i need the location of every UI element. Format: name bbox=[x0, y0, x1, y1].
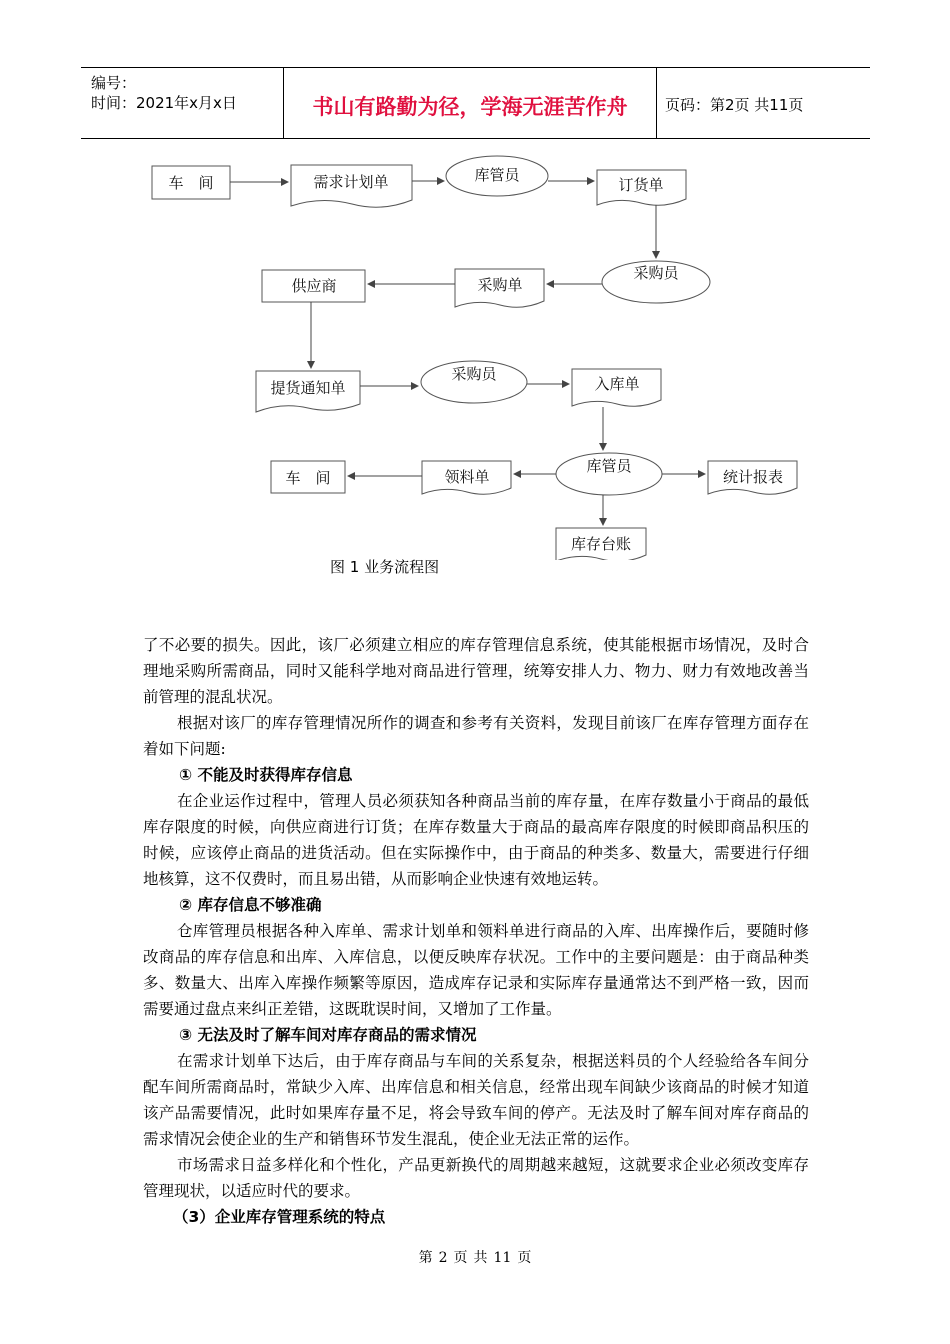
body-text bbox=[143, 632, 809, 1230]
section-heading: ② 库存信息不够准确 bbox=[179, 896, 322, 914]
paragraph: 仓库管理员根据各种入库单、需求计划单和领料单进行商品的入库、出库操作后，要随时修改商品的库存信息和出库、入库信息，以便反映库存状况。工作中的主要问题是：由于商品种类多、数量大、出库入库操作频繁等原因，造成库存记录和实际库存量通常达不到严格一致，因而需要通过盘点来纠正差错，这既耽误时间，又增加了工作量。 bbox=[143, 922, 809, 1018]
label-inbound: 入库单 bbox=[594, 375, 640, 393]
section-heading: ③ 无法及时了解车间对库存商品的需求情况 bbox=[179, 1026, 477, 1044]
business-flowchart bbox=[0, 140, 950, 560]
page-header bbox=[81, 67, 870, 139]
label-report: 统计报表 bbox=[722, 468, 784, 486]
section-heading: （3）企业库存管理系统的特点 bbox=[173, 1208, 386, 1226]
paragraph: 市场需求日益多样化和个性化，产品更新换代的周期越来越短，这就要求企业必须改变库存管理现状，以适应时代的要求。 bbox=[143, 1156, 809, 1200]
label-buyer-1: 采购员 bbox=[633, 264, 679, 282]
label-demand-plan: 需求计划单 bbox=[313, 173, 389, 191]
footer-gong: 共 bbox=[473, 1250, 488, 1266]
label-workshop-1: 车 间 bbox=[168, 174, 214, 192]
header-motto: 书山有路勤为径，学海无涯苦作舟 bbox=[312, 95, 628, 119]
label-order: 订货单 bbox=[618, 176, 664, 194]
label-keeper-2: 库管员 bbox=[586, 457, 632, 475]
label-purchase-order: 采购单 bbox=[477, 276, 523, 294]
label-workshop-2: 车 间 bbox=[285, 469, 331, 487]
label-supplier: 供应商 bbox=[291, 277, 337, 295]
header-motto-cell bbox=[283, 68, 657, 138]
footer-total-pages: 11 bbox=[493, 1250, 512, 1266]
section-heading: ① 不能及时获得库存信息 bbox=[179, 766, 353, 784]
footer-page-number: 2 bbox=[438, 1250, 448, 1266]
paragraph: 根据对该厂的库存管理情况所作的调查和参考有关资料，发现目前该厂在库存管理方面存在着如下问题: bbox=[143, 714, 809, 758]
footer-ye2: 页 bbox=[517, 1250, 532, 1266]
doc-date: 时间：2021年x月x日 bbox=[91, 94, 237, 112]
header-page-cell bbox=[656, 68, 870, 138]
page-footer bbox=[0, 1247, 950, 1267]
header-page-info: 页码：第2页 共11页 bbox=[665, 96, 804, 114]
label-ledger: 库存台账 bbox=[570, 535, 632, 553]
paragraph: 在需求计划单下达后，由于库存商品与车间的关系复杂，根据送料员的个人经验给各车间分配车间所需商品时，常缺少入库、出库信息和相关信息，经常出现车间缺少该商品的时候才知道该产品需要情况，此时如果库存量不足，将会导致车间的停产。无法及时了解车间对库存商品的需求情况会使企业的生产和销售环节发生混乱，使企业无法正常的运作。 bbox=[143, 1052, 809, 1148]
label-buyer-2: 采购员 bbox=[451, 365, 497, 383]
label-keeper-1: 库管员 bbox=[474, 166, 520, 184]
label-requisition: 领料单 bbox=[444, 468, 490, 486]
doc-number-label: 编号： bbox=[91, 74, 137, 92]
paragraph: 了不必要的损失。因此，该厂必须建立相应的库存管理信息系统，使其能根据市场情况，及时合理地采购所需商品，同时又能科学地对商品进行管理，统筹安排人力、物力、财力有效地改善当前管理的混乱状况。 bbox=[143, 636, 809, 706]
label-pickup-notice: 提货通知单 bbox=[270, 379, 346, 397]
footer-ye: 页 bbox=[453, 1250, 468, 1266]
figure-caption: 图 1 业务流程图 bbox=[330, 558, 440, 576]
paragraph: 在企业运作过程中，管理人员必须获知各种商品当前的库存量，在库存数量小于商品的最低库存限度的时候，向供应商进行订货；在库存数量大于商品的最高库存限度的时候即商品积压的时候，应该停止商品的进货活动。但在实际操作中，由于商品的种类多、数量大，需要进行仔细地核算，这不仅费时，而且易出错，从而影响企业快速有效地运转。 bbox=[143, 792, 809, 888]
header-left-cell bbox=[81, 68, 283, 138]
footer-di: 第 bbox=[418, 1250, 433, 1266]
